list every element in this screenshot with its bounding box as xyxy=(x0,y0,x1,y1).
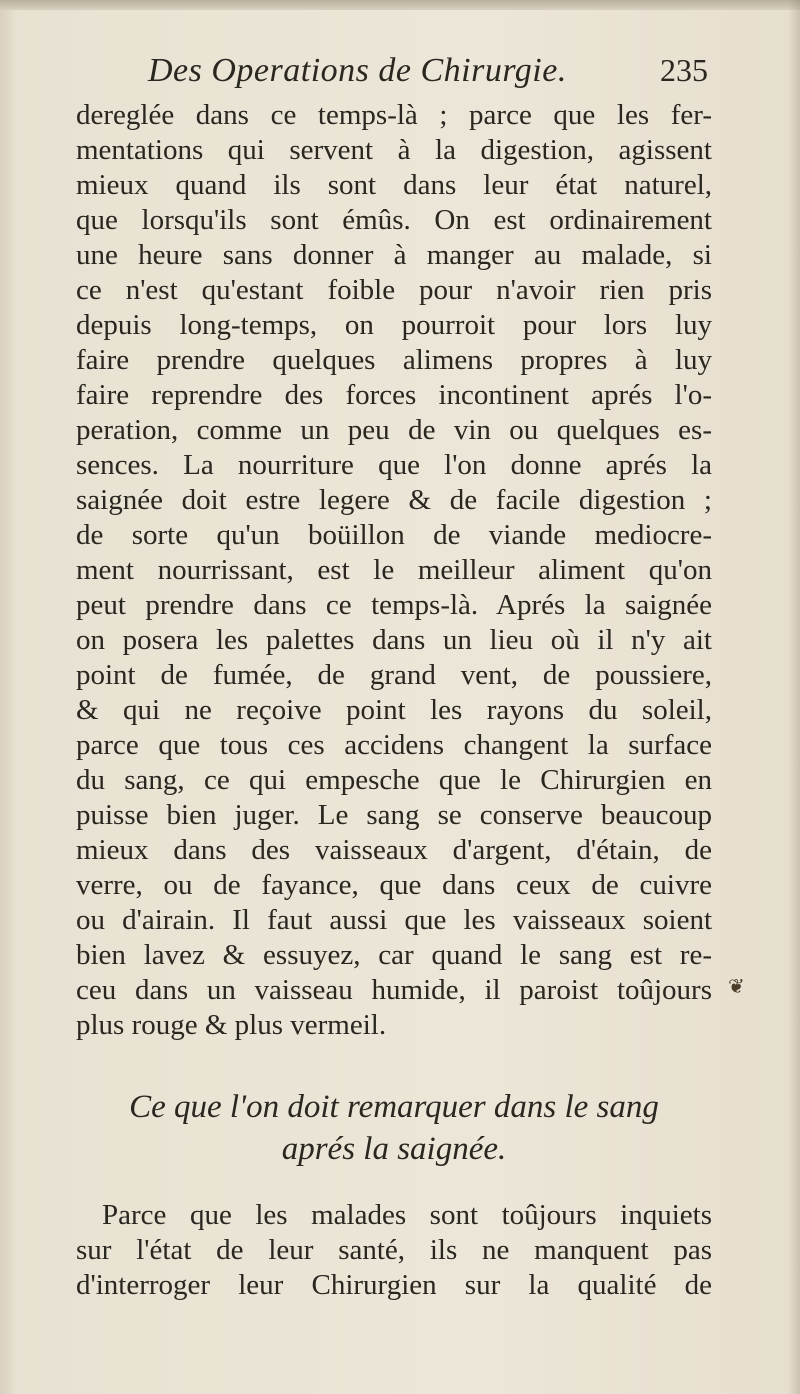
text-line: faire prendre quelques alimens propres à luy xyxy=(76,344,712,376)
text-line: depuis long-temps, on pourroit pour lors luy xyxy=(76,309,712,341)
text-line: sences. La nourriture que l'on donne aprés la xyxy=(76,449,712,481)
text-line: ceu dans un vaisseau humide, il paroist toûjours xyxy=(76,974,712,1006)
text-line: & qui ne reçoive point les rayons du soleil, xyxy=(76,694,712,726)
text-line: Parce que les malades sont toûjours inquiets xyxy=(102,1199,712,1231)
body-paragraph xyxy=(76,98,712,1043)
text-line: de sorte qu'un boüillon de viande mediocre- xyxy=(76,519,712,551)
text-line: saignée doit estre legere & de facile digestion ; xyxy=(76,484,712,516)
text-line: plus rouge & plus vermeil. xyxy=(76,1009,387,1041)
running-head xyxy=(148,52,708,96)
text-line: mentations qui servent à la digestion, agissent xyxy=(76,134,712,166)
text-line: faire reprendre des forces incontinent aprés l'o- xyxy=(76,379,712,411)
text-line: dereglée dans ce temps-là ; parce que les fer- xyxy=(76,99,712,131)
page-right-edge xyxy=(788,0,800,1394)
text-line: ce n'est qu'estant foible pour n'avoir rien pris xyxy=(76,274,712,306)
margin-ornament: ❦ xyxy=(728,974,745,998)
section-heading-line: Ce que l'on doit remarquer dans le sang xyxy=(129,1089,659,1125)
text-line: peut prendre dans ce temps-là. Aprés la saignée xyxy=(76,589,712,621)
section-heading-line: aprés la saignée. xyxy=(281,1131,507,1167)
text-line: mieux dans des vaisseaux d'argent, d'étain, de xyxy=(76,834,712,866)
text-line: parce que tous ces accidens changent la surface xyxy=(76,729,712,761)
running-title: Des Operations de Chirurgie. xyxy=(148,52,567,89)
text-line: une heure sans donner à manger au malade, si xyxy=(76,239,712,271)
text-line: sur l'état de leur santé, ils ne manquent pas xyxy=(76,1234,712,1266)
text-line: on posera les palettes dans un lieu où il n'y ait xyxy=(76,624,712,656)
text-line: bien lavez & essuyez, car quand le sang est re- xyxy=(76,939,712,971)
text-line: verre, ou de fayance, que dans ceux de cuivre xyxy=(76,869,712,901)
text-line: ment nourrissant, est le meilleur aliment qu'on xyxy=(76,554,712,586)
section-heading xyxy=(76,1086,712,1170)
text-line: mieux quand ils sont dans leur état naturel, xyxy=(76,169,712,201)
page-number: 235 xyxy=(660,52,708,88)
text-line: peration, comme un peu de vin ou quelques es- xyxy=(76,414,712,446)
text-line: que lorsqu'ils sont émûs. On est ordinairement xyxy=(76,204,712,236)
page-top-edge xyxy=(0,0,800,10)
text-line: du sang, ce qui empesche que le Chirurgien en xyxy=(76,764,712,796)
second-paragraph xyxy=(76,1198,712,1303)
text-line: ou d'airain. Il faut aussi que les vaisseaux soient xyxy=(76,904,712,936)
text-line: d'interroger leur Chirurgien sur la qualité de xyxy=(76,1269,712,1301)
text-line: point de fumée, de grand vent, de poussiere, xyxy=(76,659,712,691)
text-line: puisse bien juger. Le sang se conserve beaucoup xyxy=(76,799,712,831)
